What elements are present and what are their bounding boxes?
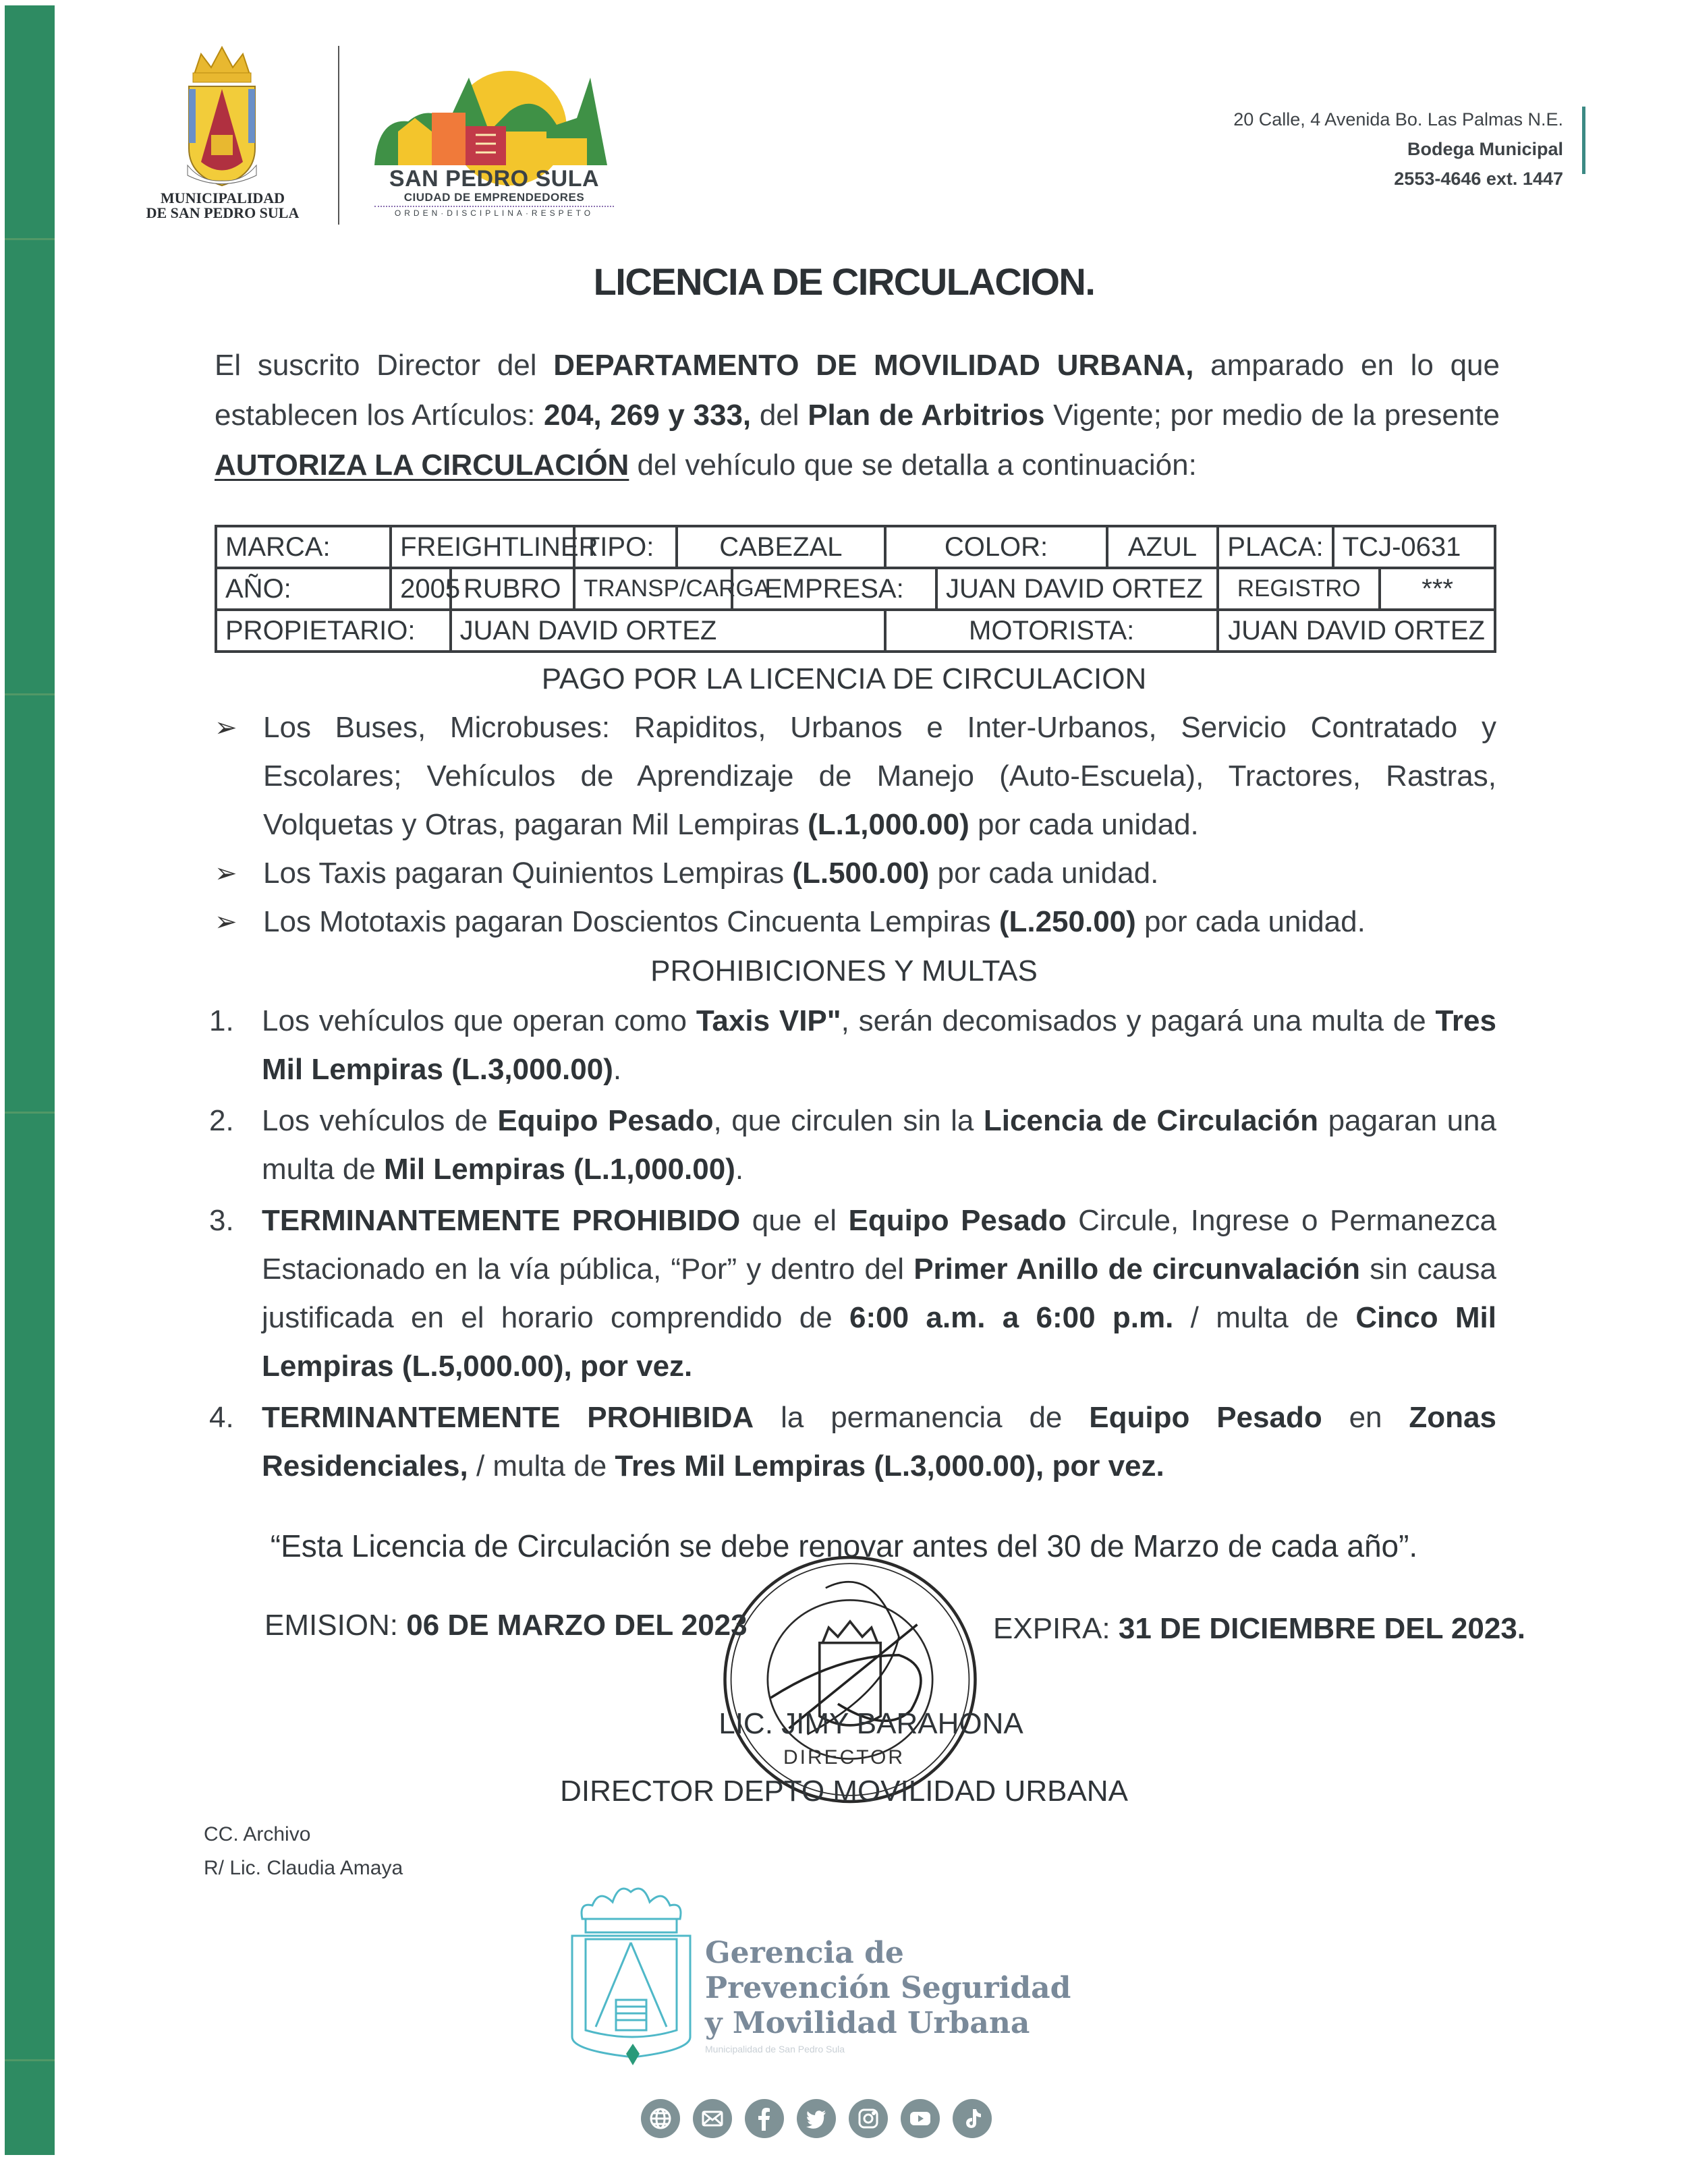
municipal-crest-logo <box>181 47 263 192</box>
footer-department-name <box>705 1936 1071 2041</box>
empresa-label: EMPRESA: <box>732 568 936 610</box>
motorista-label: MOTORISTA: <box>885 610 1218 652</box>
city-logo-motto: ORDEN·DISCIPLINA·RESPETO <box>374 206 614 218</box>
color-label: COLOR: <box>885 526 1107 568</box>
arrow-bullet-icon: ➢ <box>215 859 237 888</box>
list-item: 1. Los vehículos que operan como Taxis VIP", serán decomisados y pagará una multa de Tres Mil Lempiras (L.3,000.00). <box>209 1004 1496 1086</box>
intro-paragraph: El suscrito Director del DEPARTAMENTO DE MOVILIDAD URBANA, amparado en lo que establecen los Artículos: 204, 269 y 333, del Plan de Arbitrios Vigente; por medio de la presente AUTORIZA LA CIRCULACIÓN del vehículo que se detalla a continuación: <box>215 349 1500 482</box>
empresa-value: JUAN DAVID ORTEZ <box>936 568 1218 610</box>
seal-role-label: DIRECTOR <box>783 1746 905 1769</box>
color-value: AZUL <box>1107 526 1218 568</box>
table-row <box>216 610 1495 652</box>
signatory-role: DIRECTOR DEPTO MOVILIDAD URBANA <box>560 1775 1128 1808</box>
arrow-bullet-icon: ➢ <box>215 713 237 743</box>
social-icons <box>641 2099 992 2138</box>
cc-reference: R/ Lic. Claudia Amaya <box>204 1857 403 1879</box>
footer-crest-logo <box>565 1875 697 2067</box>
address-phone: 2553-4646 ext. 1447 <box>1394 169 1563 189</box>
rubro-label: RUBRO <box>451 568 574 610</box>
city-logo-name: SAN PEDRO SULA <box>389 166 600 192</box>
table-row <box>216 526 1495 568</box>
list-item: 4. TERMINANTEMENTE PROHIBIDA la permanencia de Equipo Pesado en Zonas Residenciales, / multa de Tres Mil Lempiras (L.3,000.00), por vez. <box>209 1401 1496 1483</box>
cc-archive: CC. Archivo <box>204 1823 311 1845</box>
municipality-name <box>135 191 310 221</box>
anio-value: 2005 <box>391 568 450 610</box>
header-divider <box>338 46 339 225</box>
list-item: 3. TERMINANTEMENTE PROHIBIDO que el Equipo Pesado Circule, Ingrese o Permanezca Estacionado en la vía pública, “Por” y dentro del Primer Anillo de circunvalación sin causa justificada en el horario comprendido de 6:00 a.m. a 6:00 p.m. / multa de Cinco Mil Lempiras (L.5,000.00), por vez. <box>209 1204 1497 1383</box>
footer-line: y Movilidad Urbana <box>705 2006 1030 2040</box>
registro-value: *** <box>1380 568 1495 610</box>
list-item: ➢ Los Taxis pagaran Quinientos Lempiras (L.500.00) por cada unidad. <box>215 849 1496 898</box>
vehicle-details-table <box>215 525 1496 653</box>
table-row <box>216 568 1495 610</box>
san-pedro-sula-city-logo <box>374 64 614 165</box>
payment-list <box>215 703 1496 946</box>
signatory-name: LIC. JIMY BARAHONA <box>719 1707 1023 1740</box>
tipo-label: TIPO: <box>574 526 677 568</box>
rubro-value: TRANSP/CARGA <box>574 568 732 610</box>
instagram-icon[interactable] <box>849 2099 888 2138</box>
municipality-name-line2: DE SAN PEDRO SULA <box>146 204 300 221</box>
footer-subtitle: Municipalidad de San Pedro Sula <box>705 2044 845 2054</box>
anio-label: AÑO: <box>216 568 391 610</box>
propietario-value: JUAN DAVID ORTEZ <box>451 610 886 652</box>
footer-line: Gerencia de <box>705 1936 904 1970</box>
prohibitions-list <box>209 997 1496 1493</box>
address-line: 20 Calle, 4 Avenida Bo. Las Palmas N.E. <box>1233 109 1563 130</box>
list-item: ➢ Los Mototaxis pagaran Doscientos Cincuenta Lempiras (L.250.00) por cada unidad. <box>215 898 1496 946</box>
marca-label: MARCA: <box>216 526 391 568</box>
placa-value: TCJ-0631 <box>1333 526 1495 568</box>
footer-line: Prevención Seguridad <box>705 1971 1071 2005</box>
prohibitions-heading: PROHIBICIONES Y MULTAS <box>650 954 1038 987</box>
marca-value: FREIGHTLINER <box>391 526 574 568</box>
tipo-value: CABEZAL <box>677 526 886 568</box>
address-building: Bodega Municipal <box>1407 139 1563 159</box>
tiktok-icon[interactable] <box>953 2099 992 2138</box>
propietario-label: PROPIETARIO: <box>216 610 451 652</box>
expiry-date: EXPIRA: 31 DE DICIEMBRE DEL 2023. <box>993 1612 1526 1645</box>
motorista-value: JUAN DAVID ORTEZ <box>1218 610 1495 652</box>
municipality-name-line1: MUNICIPALIDAD <box>160 190 285 206</box>
youtube-icon[interactable] <box>901 2099 940 2138</box>
document-title: LICENCIA DE CIRCULACION. <box>593 260 1095 303</box>
email-icon[interactable] <box>693 2099 732 2138</box>
list-item: 2. Los vehículos de Equipo Pesado, que circulen sin la Licencia de Circulación pagaran una multa de Mil Lempiras (L.1,000.00). <box>209 1104 1497 1186</box>
left-green-stripe <box>5 5 55 2155</box>
emission-date: EMISION: 06 DE MARZO DEL 2023 <box>264 1609 748 1642</box>
twitter-icon[interactable] <box>797 2099 836 2138</box>
arrow-bullet-icon: ➢ <box>215 907 237 937</box>
facebook-icon[interactable] <box>745 2099 784 2138</box>
city-logo-subtitle: CIUDAD DE EMPRENDEDORES <box>403 191 585 204</box>
placa-label: PLACA: <box>1218 526 1333 568</box>
carbon-copy <box>204 1818 403 1885</box>
address-block <box>1233 105 1563 194</box>
globe-icon[interactable] <box>641 2099 680 2138</box>
list-item: ➢ Los Buses, Microbuses: Rapiditos, Urbanos e Inter-Urbanos, Servicio Contratado y Escolares; Vehículos de Aprendizaje de Manejo (Auto-Escuela), Tractores, Rastras, Volquetas y Otras, pagaran Mil Lempiras (L.1,000.00) por cada unidad. <box>215 703 1496 849</box>
renewal-note: “Esta Licencia de Circulación se debe renovar antes del 30 de Marzo de cada año”. <box>270 1528 1418 1563</box>
authorization-text: AUTORIZA LA CIRCULACIÓN <box>215 449 629 482</box>
address-accent-bar <box>1582 107 1585 174</box>
registro-label: REGISTRO <box>1218 568 1380 610</box>
payment-heading: PAGO POR LA LICENCIA DE CIRCULACION <box>541 662 1147 695</box>
